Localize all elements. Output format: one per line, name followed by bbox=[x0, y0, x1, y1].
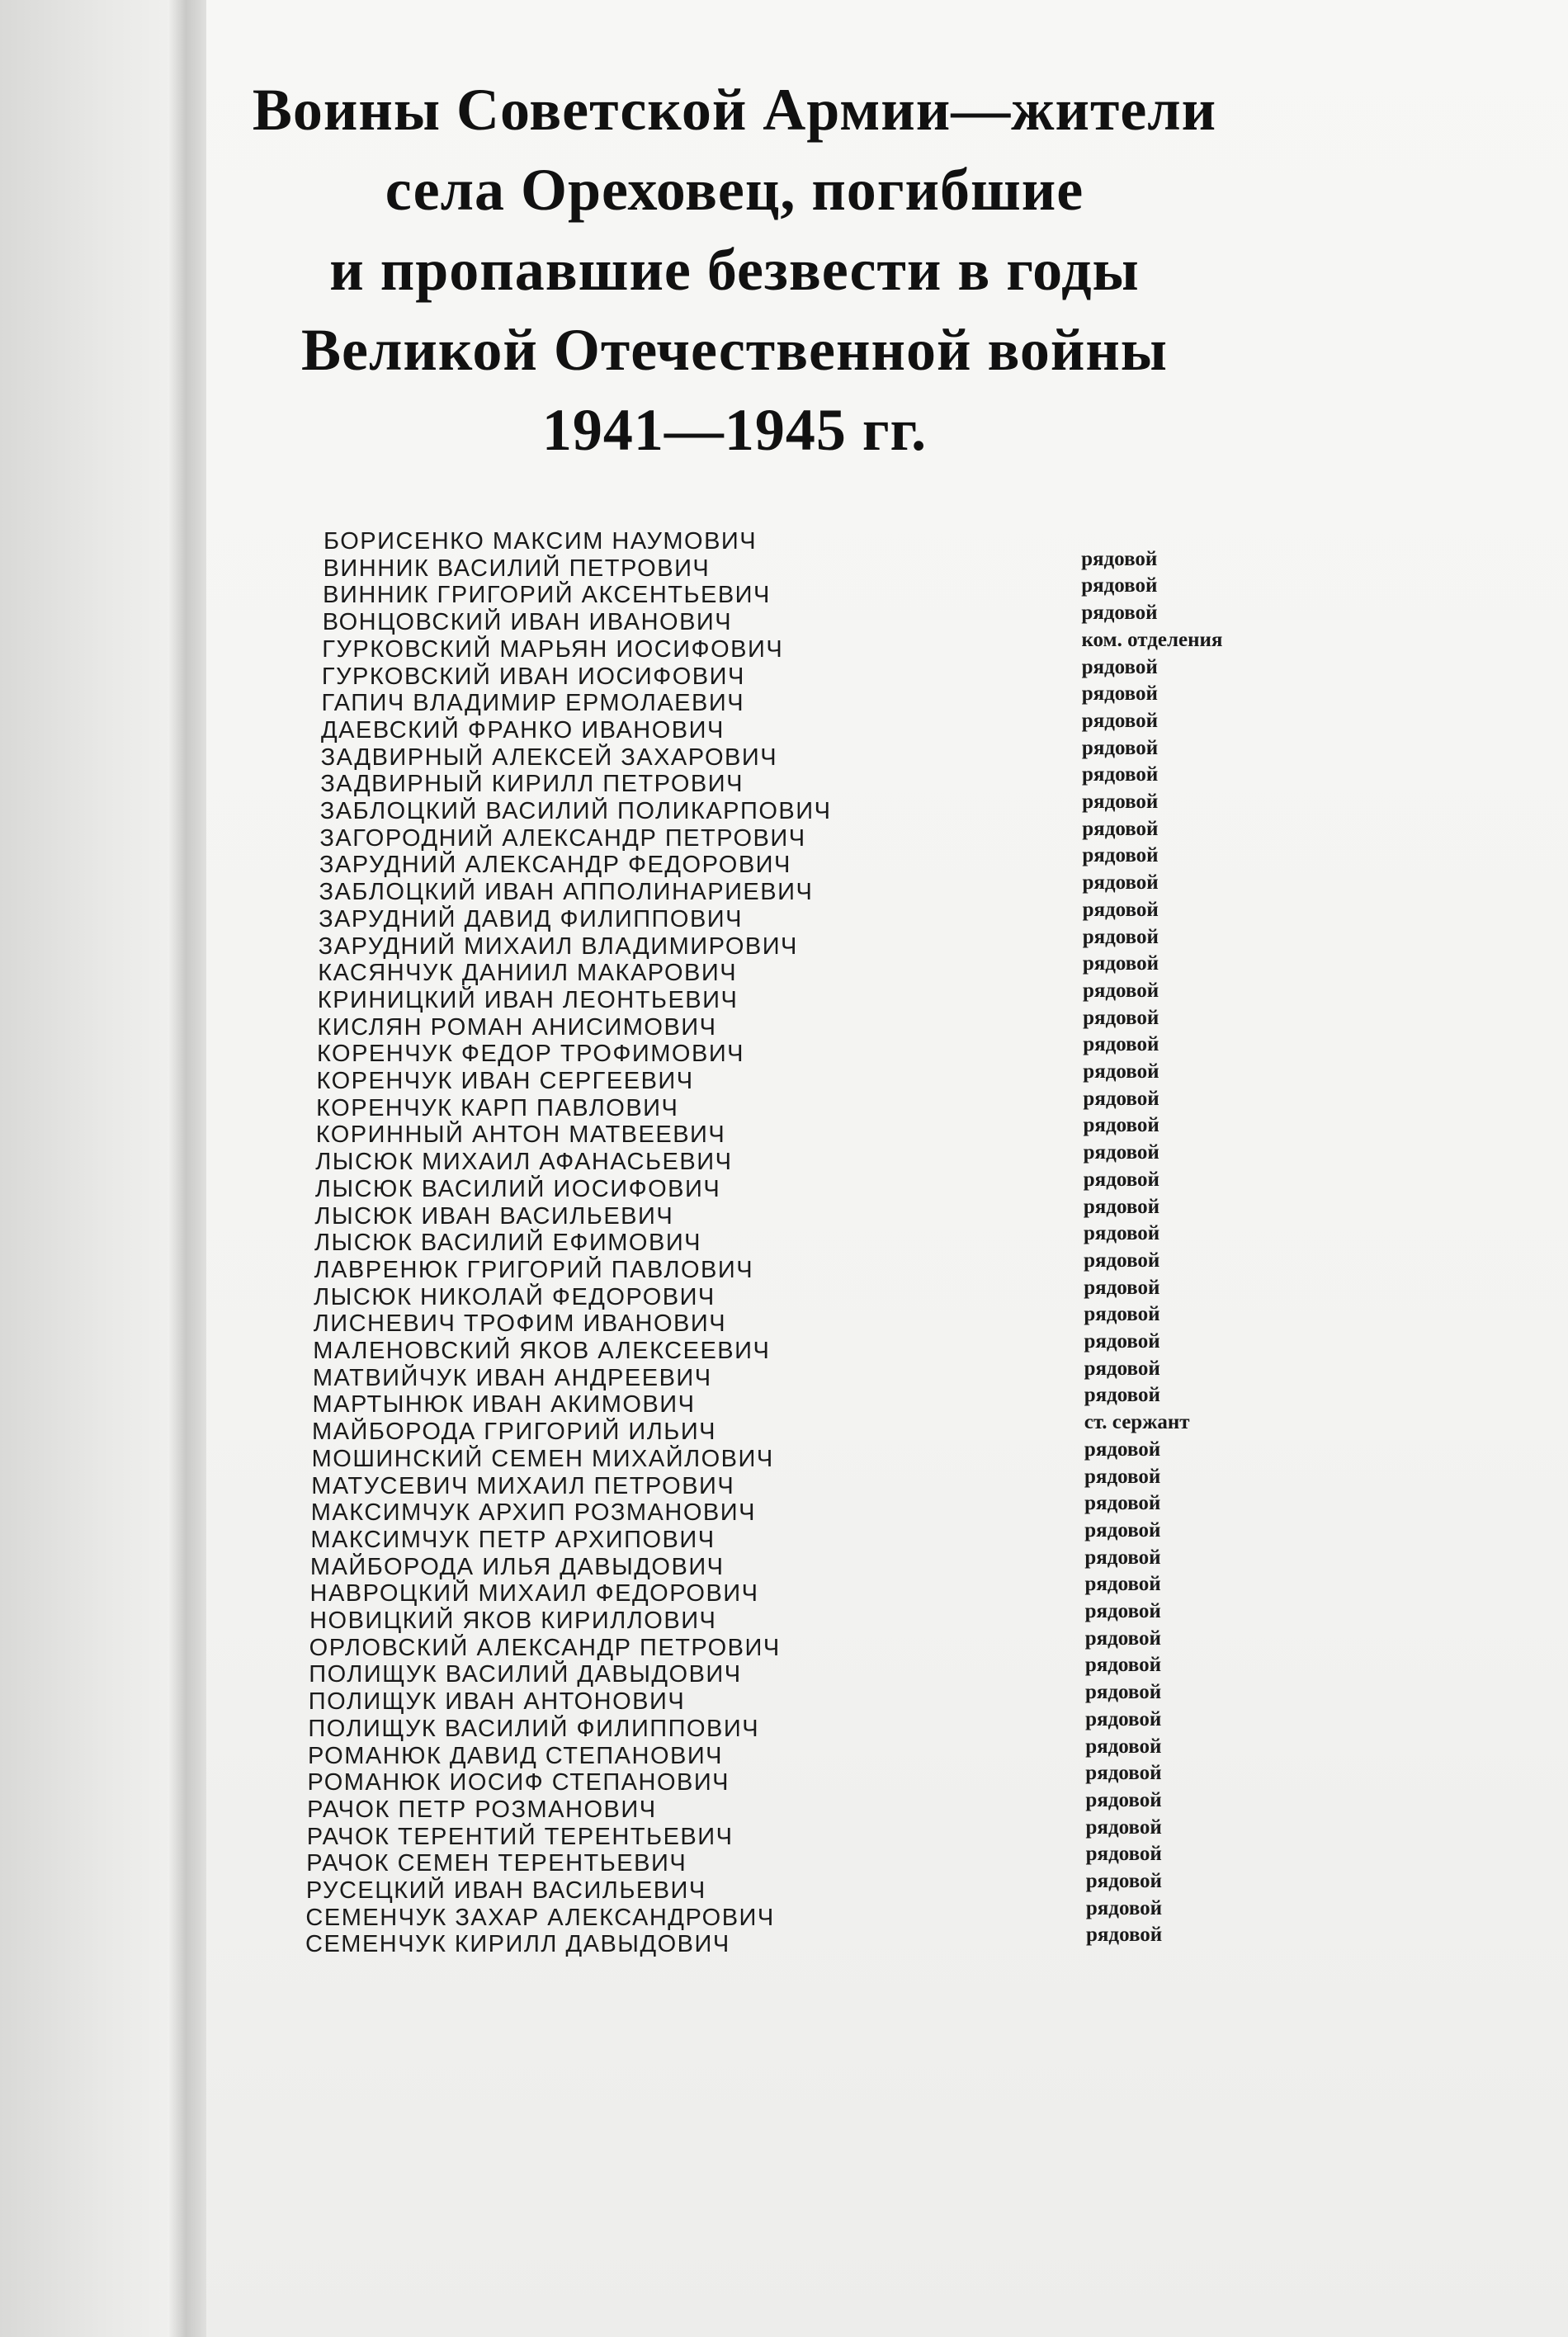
soldier-name: РОМАНЮК ДАВИД СТЕПАНОВИЧ bbox=[307, 1742, 724, 1769]
soldier-rank: рядовой bbox=[1085, 1762, 1162, 1785]
list-item bbox=[0, 1330, 1568, 1364]
soldier-name: ЗАРУДНИЙ МИХАИЛ ВЛАДИМИРОВИЧ bbox=[318, 932, 798, 960]
soldier-rank: рядовой bbox=[1083, 1195, 1160, 1218]
list-item bbox=[0, 1060, 1568, 1094]
soldier-name: ЛЫСЮК НИКОЛАЙ ФЕДОРОВИЧ bbox=[314, 1283, 716, 1310]
soldier-rank: рядовой bbox=[1083, 1060, 1159, 1083]
list-item bbox=[0, 1870, 1568, 1904]
soldier-rank: рядовой bbox=[1081, 709, 1158, 732]
list-item bbox=[0, 1762, 1568, 1796]
list-item bbox=[0, 1384, 1568, 1419]
soldier-rank: рядовой bbox=[1084, 1357, 1160, 1380]
soldier-name: НАВРОЦКИЙ МИХАИЛ ФЕДОРОВИЧ bbox=[309, 1580, 759, 1608]
soldier-rank: рядовой bbox=[1084, 1330, 1160, 1353]
title-line: села Ореховец, погибшие bbox=[385, 157, 1084, 223]
list-item bbox=[0, 1357, 1568, 1391]
soldier-rank: рядовой bbox=[1082, 763, 1159, 786]
soldier-rank: рядовой bbox=[1084, 1573, 1161, 1596]
title-line: и пропавшие безвести в годы bbox=[329, 237, 1140, 303]
list-item bbox=[0, 1573, 1568, 1608]
soldier-rank: рядовой bbox=[1081, 547, 1158, 570]
soldier-rank: рядовой bbox=[1083, 1033, 1159, 1056]
soldier-name: МАЙБОРОДА ИЛЬЯ ДАВЫДОВИЧ bbox=[309, 1553, 725, 1580]
soldier-name: ГАПИЧ ВЛАДИМИР ЕРМОЛАЕВИЧ bbox=[321, 690, 745, 717]
list-item bbox=[0, 628, 1568, 663]
soldier-rank: рядовой bbox=[1083, 1087, 1159, 1110]
soldier-rank: рядовой bbox=[1082, 898, 1159, 921]
soldier-name: ЛЫСЮК МИХАИЛ АФАНАСЬЕВИЧ bbox=[315, 1149, 733, 1176]
soldier-name: СЕМЕНЧУК КИРИЛЛ ДАВЫДОВИЧ bbox=[305, 1931, 730, 1958]
list-item bbox=[0, 1114, 1568, 1149]
soldier-name: ВИННИК ГРИГОРИЙ АКСЕНТЬЕВИЧ bbox=[323, 582, 771, 609]
soldier-name: РУСЕЦКИЙ ИВАН ВАСИЛЬЕВИЧ bbox=[305, 1877, 706, 1904]
soldier-rank: рядовой bbox=[1082, 871, 1159, 895]
soldier-rank: рядовой bbox=[1081, 574, 1158, 597]
soldier-rank: рядовой bbox=[1084, 1222, 1160, 1245]
soldier-rank: рядовой bbox=[1084, 1600, 1161, 1622]
list-item bbox=[0, 791, 1568, 824]
soldier-name: ПОЛИЩУК ИВАН АНТОНОВИЧ bbox=[308, 1688, 686, 1716]
soldier-rank: ст. сержант bbox=[1084, 1411, 1190, 1434]
soldier-name: МАКСИМЧУК АРХИП РОЗМАНОВИЧ bbox=[310, 1499, 756, 1527]
list-item bbox=[0, 1222, 1568, 1257]
soldier-rank: рядовой bbox=[1083, 1006, 1159, 1029]
soldier-rank: рядовой bbox=[1084, 1303, 1160, 1326]
soldier-rank: рядовой bbox=[1082, 817, 1159, 840]
soldier-rank: рядовой bbox=[1084, 1438, 1161, 1461]
list-item bbox=[0, 1600, 1568, 1634]
soldier-name: РОМАНЮК ИОСИФ СТЕПАНОВИЧ bbox=[307, 1769, 730, 1796]
soldier-rank: рядовой bbox=[1083, 1168, 1159, 1191]
soldier-name: КОРЕНЧУК ИВАН СЕРГЕЕВИЧ bbox=[316, 1068, 694, 1094]
soldier-name: МАКСИМЧУК ПЕТР АРХИПОВИЧ bbox=[310, 1526, 716, 1553]
soldier-name: МОШИНСКИЙ СЕМЕН МИХАЙЛОВИЧ bbox=[311, 1445, 774, 1472]
soldier-name: ЗАРУДНИЙ ДАВИД ФИЛИППОВИЧ bbox=[319, 905, 743, 932]
soldier-rank: рядовой bbox=[1083, 1141, 1159, 1164]
list-item bbox=[0, 1843, 1568, 1877]
list-item bbox=[0, 1707, 1568, 1742]
soldier-name: ЗАБЛОЦКИЙ ИВАН АППОЛИНАРИЕВИЧ bbox=[319, 879, 814, 906]
soldier-rank: рядовой bbox=[1082, 844, 1159, 867]
list-item bbox=[0, 655, 1568, 690]
list-item bbox=[0, 1896, 1568, 1931]
list-item bbox=[0, 574, 1568, 609]
list-item bbox=[0, 925, 1568, 960]
soldier-name: МАЛЕНОВСКИЙ ЯКОВ АЛЕКСЕЕВИЧ bbox=[313, 1338, 771, 1364]
title-line: 1941—1945 гг. bbox=[541, 397, 928, 463]
soldier-rank: рядовой bbox=[1084, 1626, 1161, 1650]
soldier-rank: ком. отделения bbox=[1081, 628, 1223, 651]
soldier-name: ГУРКОВСКИЙ ИВАН ИОСИФОВИЧ bbox=[321, 663, 745, 690]
list-item bbox=[0, 682, 1568, 717]
soldier-rank: рядовой bbox=[1084, 1384, 1160, 1407]
soldier-name: СЕМЕНЧУК ЗАХАР АЛЕКСАНДРОВИЧ bbox=[305, 1904, 775, 1931]
soldier-rank: рядовой bbox=[1084, 1654, 1162, 1677]
soldier-name: КОРИННЫЙ АНТОН МАТВЕЕВИЧ bbox=[315, 1121, 726, 1149]
soldier-rank: рядовой bbox=[1085, 1735, 1162, 1758]
list-item bbox=[0, 1168, 1568, 1202]
list-item bbox=[0, 1788, 1568, 1823]
soldier-rank: рядовой bbox=[1085, 1707, 1162, 1730]
list-item bbox=[0, 1546, 1568, 1580]
list-item bbox=[0, 1303, 1568, 1338]
soldier-name: ПОЛИЩУК ВАСИЛИЙ ФИЛИППОВИЧ bbox=[308, 1715, 760, 1742]
list-item bbox=[0, 1492, 1568, 1527]
soldier-name: РАЧОК ТЕРЕНТИЙ ТЕРЕНТЬЕВИЧ bbox=[306, 1823, 734, 1850]
list-item bbox=[0, 1465, 1568, 1499]
soldier-name: ЛИСНЕВИЧ ТРОФИМ ИВАНОВИЧ bbox=[313, 1310, 727, 1338]
soldier-name: КИСЛЯН РОМАН АНИСИМОВИЧ bbox=[317, 1013, 717, 1041]
soldier-name: ДАЕВСКИЙ ФРАНКО ИВАНОВИЧ bbox=[321, 716, 725, 744]
soldier-rank: рядовой bbox=[1084, 1492, 1161, 1515]
soldier-rank: рядовой bbox=[1085, 1843, 1162, 1866]
soldier-name: ГУРКОВСКИЙ МАРЬЯН ИОСИФОВИЧ bbox=[322, 635, 784, 663]
soldier-rank: рядовой bbox=[1082, 979, 1159, 1002]
soldier-rank: рядовой bbox=[1082, 791, 1159, 813]
soldier-name: МАТВИЙЧУК ИВАН АНДРЕЕВИЧ bbox=[312, 1364, 712, 1391]
list-item bbox=[0, 1924, 1568, 1958]
soldier-name: ЛЫСЮК ИВАН ВАСИЛЬЕВИЧ bbox=[314, 1202, 674, 1230]
soldier-name: КРИНИЦКИЙ ИВАН ЛЕОНТЬЕВИЧ bbox=[317, 986, 739, 1013]
soldier-name: ЗАРУДНИЙ АЛЕКСАНДР ФЕДОРОВИЧ bbox=[319, 852, 791, 879]
soldier-rank: рядовой bbox=[1084, 1249, 1160, 1272]
soldier-name: МАЙБОРОДА ГРИГОРИЙ ИЛЬИЧ bbox=[312, 1419, 716, 1446]
list-item bbox=[0, 1411, 1568, 1446]
list-item bbox=[0, 1195, 1568, 1230]
soldier-name: КОРЕНЧУК ФЕДОР ТРОФИМОВИЧ bbox=[316, 1041, 744, 1068]
title-line: Воины Советской Армии—жители bbox=[252, 77, 1217, 143]
soldier-name: РАЧОК ПЕТР РОЗМАНОВИЧ bbox=[307, 1796, 657, 1823]
list-item bbox=[0, 844, 1568, 879]
soldier-name: ОРЛОВСКИЙ АЛЕКСАНДР ПЕТРОВИЧ bbox=[309, 1634, 781, 1661]
list-item bbox=[0, 1626, 1568, 1661]
soldier-name: МАТУСЕВИЧ МИХАИЛ ПЕТРОВИЧ bbox=[311, 1472, 735, 1499]
list-item bbox=[0, 763, 1568, 798]
title-line: Великой Отечественной войны bbox=[300, 317, 1169, 383]
list-item bbox=[0, 1681, 1568, 1716]
list-item bbox=[0, 1087, 1568, 1121]
soldier-name: МАРТЫНЮК ИВАН АКИМОВИЧ bbox=[312, 1391, 696, 1419]
soldier-rank: рядовой bbox=[1085, 1788, 1162, 1811]
list-item bbox=[0, 709, 1568, 744]
soldier-rank: рядовой bbox=[1085, 1870, 1162, 1892]
soldier-name: ПОЛИЩУК ВАСИЛИЙ ДАВЫДОВИЧ bbox=[309, 1661, 742, 1688]
list-item bbox=[0, 1033, 1568, 1068]
list-item bbox=[0, 817, 1568, 852]
soldier-rank: рядовой bbox=[1086, 1924, 1163, 1947]
soldier-rank: рядовой bbox=[1081, 682, 1158, 706]
soldier-rank: рядовой bbox=[1084, 1276, 1160, 1299]
list-item bbox=[0, 898, 1568, 932]
list-item bbox=[0, 1006, 1568, 1041]
soldier-rank: рядовой bbox=[1082, 925, 1159, 948]
soldier-rank: рядовой bbox=[1084, 1465, 1161, 1488]
soldier-rank: рядовой bbox=[1085, 1896, 1163, 1919]
soldier-name: ВИННИК ВАСИЛИЙ ПЕТРОВИЧ bbox=[323, 555, 711, 582]
list-item bbox=[0, 1654, 1568, 1688]
list-item bbox=[0, 1438, 1568, 1472]
soldier-name: ЛЫСЮК ВАСИЛИЙ ЕФИМОВИЧ bbox=[314, 1230, 702, 1257]
soldier-rank: рядовой bbox=[1081, 736, 1159, 759]
soldier-name: БОРИСЕНКО МАКСИМ НАУМОВИЧ bbox=[324, 528, 758, 555]
soldier-name: РАЧОК СЕМЕН ТЕРЕНТЬЕВИЧ bbox=[306, 1850, 687, 1877]
soldier-rank: рядовой bbox=[1084, 1681, 1162, 1704]
list-item bbox=[0, 871, 1568, 906]
soldier-name: ЗАДВИРНЫЙ КИРИЛЛ ПЕТРОВИЧ bbox=[320, 771, 744, 798]
soldier-name: ЗАБЛОЦКИЙ ВАСИЛИЙ ПОЛИКАРПОВИЧ bbox=[319, 798, 832, 824]
list-item bbox=[0, 602, 1568, 636]
list-item bbox=[0, 952, 1568, 987]
list-item bbox=[0, 1249, 1568, 1283]
soldier-name: ЗАГОРОДНИЙ АЛЕКСАНДР ПЕТРОВИЧ bbox=[319, 824, 806, 852]
soldier-name: КАСЯНЧУК ДАНИИЛ МАКАРОВИЧ bbox=[318, 960, 738, 987]
list-item bbox=[0, 1735, 1568, 1769]
list-item bbox=[0, 528, 1568, 555]
list-item bbox=[0, 1141, 1568, 1176]
list-item bbox=[0, 979, 1568, 1013]
soldier-rank: рядовой bbox=[1081, 655, 1158, 678]
soldier-name: НОВИЦКИЙ ЯКОВ КИРИЛЛОВИЧ bbox=[309, 1608, 717, 1634]
soldier-rank: рядовой bbox=[1082, 952, 1159, 975]
list-item bbox=[0, 1518, 1568, 1553]
soldier-rank: рядовой bbox=[1084, 1518, 1161, 1541]
soldier-rank: рядовой bbox=[1085, 1815, 1162, 1839]
soldier-rank: рядовой bbox=[1084, 1546, 1161, 1569]
list-item bbox=[0, 547, 1568, 582]
soldier-rank: рядовой bbox=[1083, 1114, 1159, 1137]
soldier-name: ЛЫСЮК ВАСИЛИЙ ИОСИФОВИЧ bbox=[314, 1175, 721, 1202]
list-item bbox=[0, 1815, 1568, 1850]
soldier-name: КОРЕНЧУК КАРП ПАВЛОВИЧ bbox=[316, 1094, 679, 1121]
soldier-name: ВОНЦОВСКИЙ ИВАН ИВАНОВИЧ bbox=[322, 609, 733, 636]
list-item bbox=[0, 1276, 1568, 1310]
soldier-rank: рядовой bbox=[1081, 602, 1158, 625]
list-item bbox=[0, 736, 1568, 771]
soldier-name: ЛАВРЕНЮК ГРИГОРИЙ ПАВЛОВИЧ bbox=[314, 1256, 754, 1283]
soldier-name: ЗАДВИРНЫЙ АЛЕКСЕЙ ЗАХАРОВИЧ bbox=[320, 744, 778, 771]
